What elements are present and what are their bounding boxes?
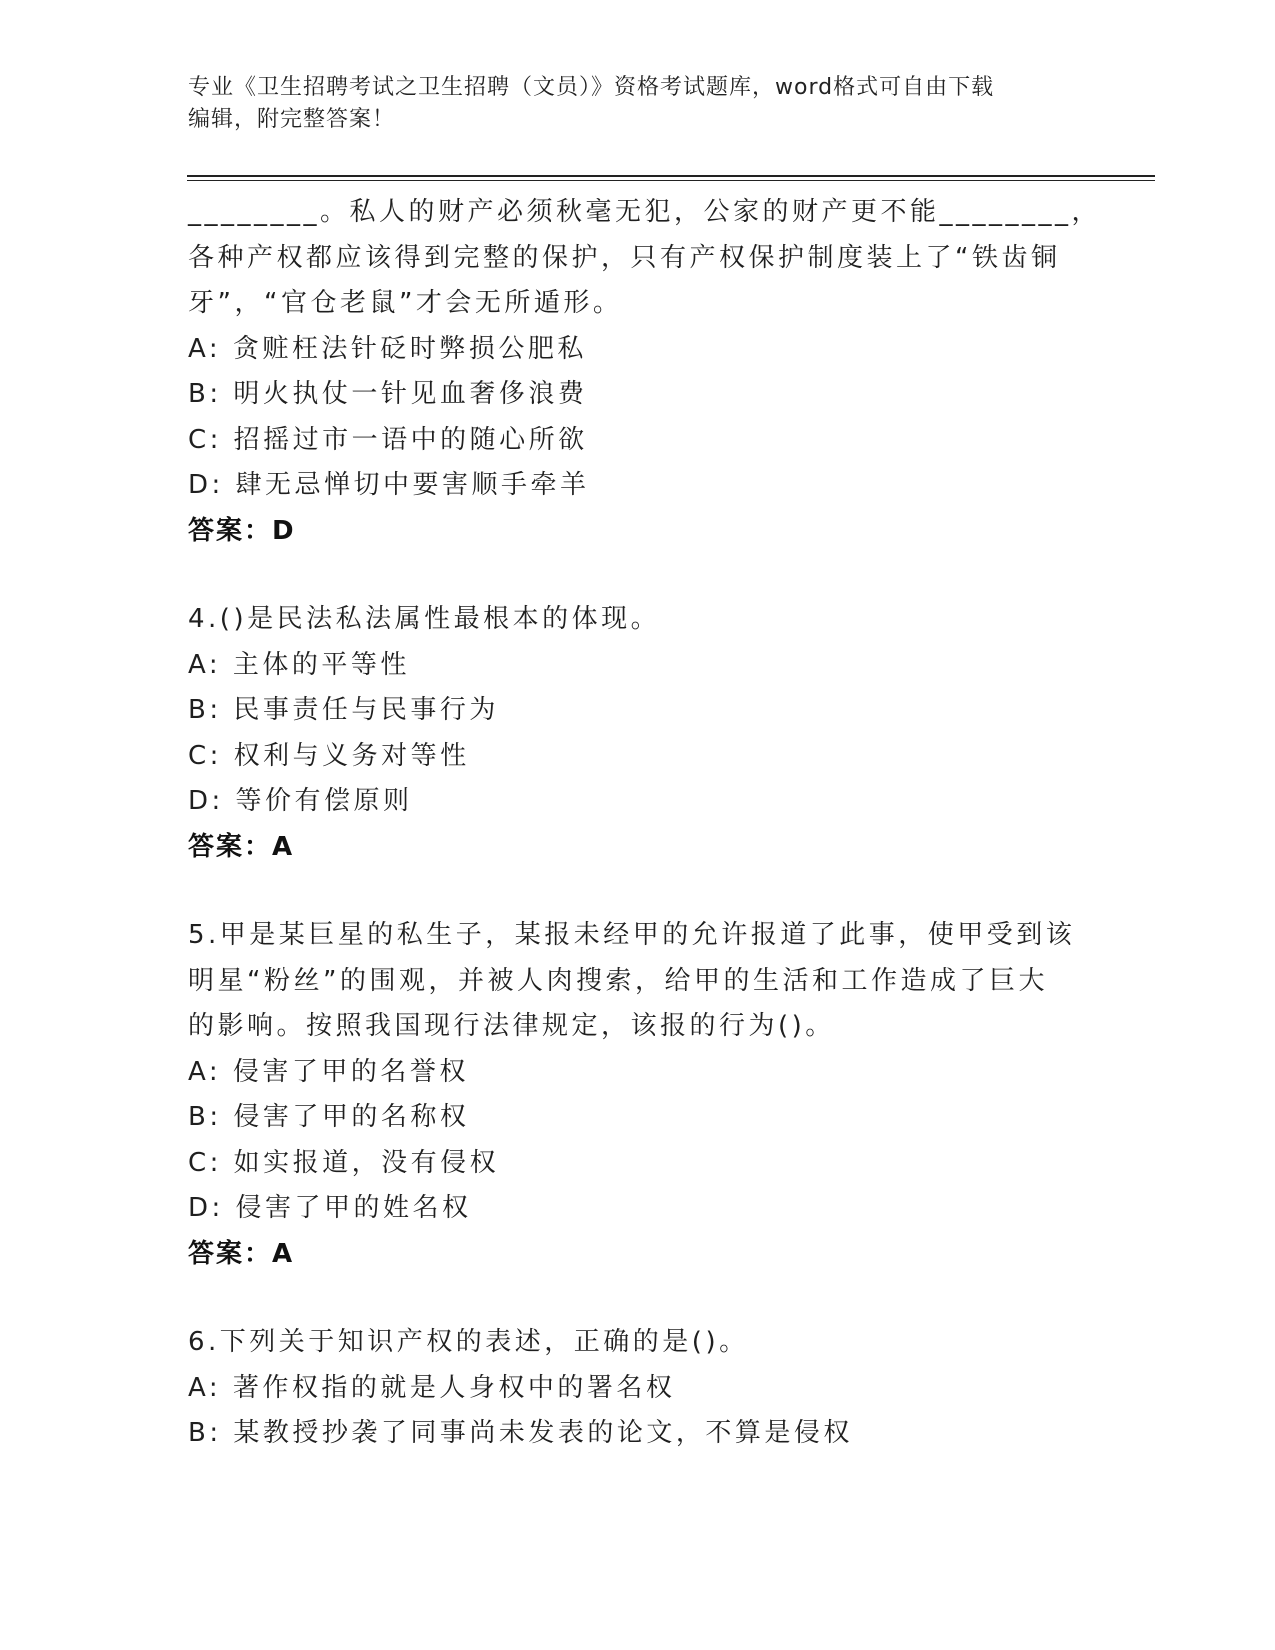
question-stem-line: 4.()是民法私法属性最根本的体现。 (188, 604, 661, 634)
option-a: A: 主体的平等性 (188, 649, 410, 680)
question-stem-line: 6.下列关于知识产权的表述，正确的是()。 (188, 1327, 749, 1357)
option-a: A: 著作权指的就是人身权中的署名权 (188, 1372, 676, 1403)
option-d: D: 侵害了甲的姓名权 (188, 1193, 472, 1223)
header-rule (187, 175, 1155, 177)
question-stem-line: 各种产权都应该得到完整的保护，只有产权保护制度装上了“铁齿铜 (188, 242, 1061, 273)
option-b: B: 某教授抄袭了同事尚未发表的论文，不算是侵权 (188, 1418, 853, 1448)
header-line-1: 专业《卫生招聘考试之卫生招聘（文员）》资格考试题库，word格式可自由下载 (188, 75, 995, 100)
document-header (188, 72, 1088, 136)
answer-line: 答案：D (188, 515, 296, 546)
option-d: D: 肆无忌惮切中要害顺手牵羊 (188, 470, 590, 500)
option-c: C: 如实报道，没有侵权 (188, 1147, 500, 1178)
header-rule-thin (187, 180, 1155, 181)
document-body (188, 190, 1102, 1457)
option-c: C: 招摇过市一语中的随心所欲 (188, 424, 588, 455)
question-5 (188, 913, 1088, 1277)
question-stem-line: 5.甲是某巨星的私生子，某报未经甲的允许报道了此事，使甲受到该 (188, 920, 1076, 950)
question-stem-line: 牙”，“官仓老鼠”才会无所遁形。 (188, 288, 623, 318)
option-c: C: 权利与义务对等性 (188, 740, 470, 771)
question-3 (188, 190, 1102, 554)
option-b: B: 民事责任与民事行为 (188, 695, 499, 725)
answer-line: 答案：A (188, 1238, 295, 1269)
option-a: A: 侵害了甲的名誉权 (188, 1056, 469, 1087)
header-line-2: 编辑，附完整答案！ (188, 107, 396, 132)
question-stem-line: 的影响。按照我国现行法律规定，该报的行为()。 (188, 1011, 835, 1041)
question-stem-line: ________。私人的财产必须秋毫无犯，公家的财产更不能________， (188, 197, 1102, 227)
answer-line: 答案：A (188, 831, 295, 862)
option-b: B: 侵害了甲的名称权 (188, 1102, 470, 1132)
option-d: D: 等价有偿原则 (188, 786, 413, 816)
option-b: B: 明火执仗一针见血奢侈浪费 (188, 379, 588, 409)
question-6 (188, 1320, 1088, 1457)
question-stem-line: 明星“粉丝”的围观，并被人肉搜索，给甲的生活和工作造成了巨大 (188, 965, 1048, 996)
option-a: A: 贪赃枉法针砭时弊损公肥私 (188, 333, 587, 364)
question-4 (188, 597, 1088, 870)
